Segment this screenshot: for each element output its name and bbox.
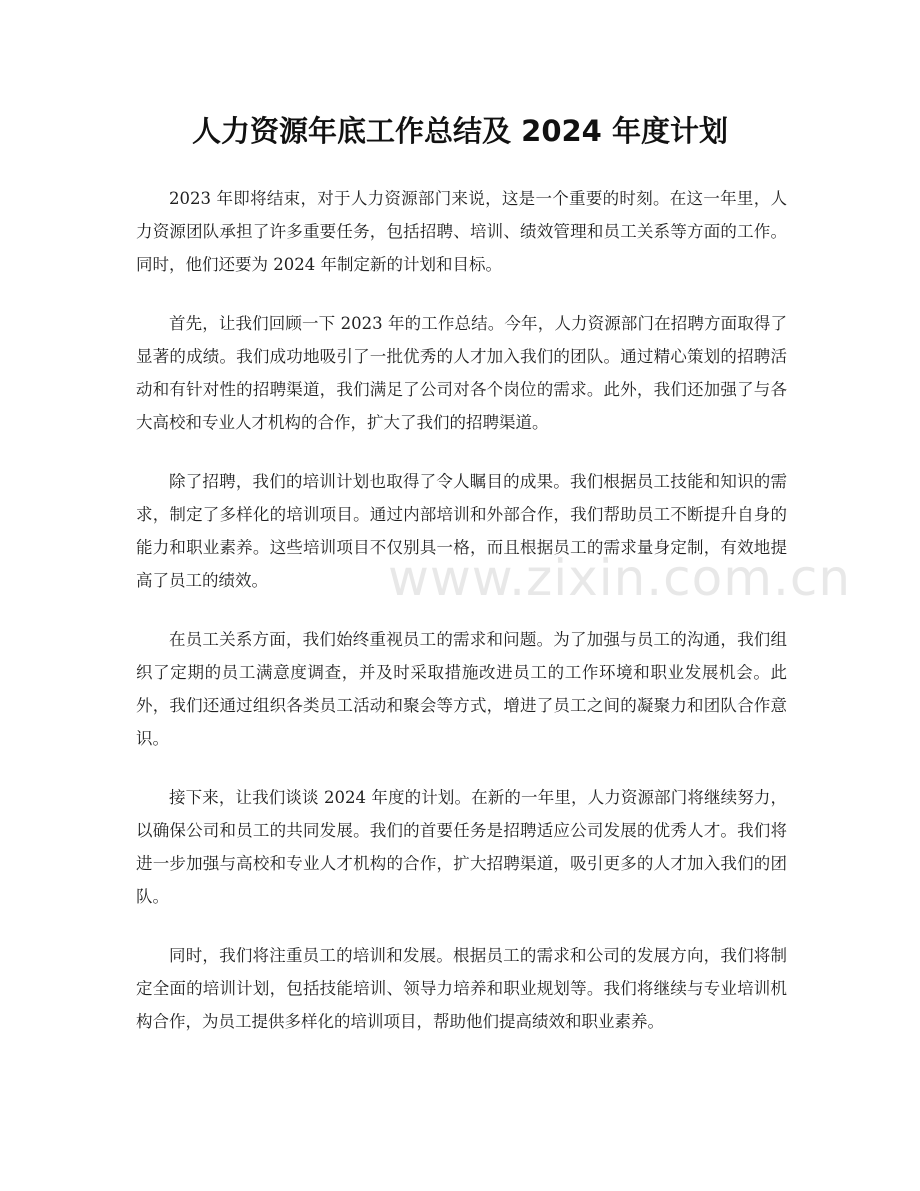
paragraph-intro: 2023 年即将结束，对于人力资源部门来说，这是一个重要的时刻。在这一年里，人力资源团队承担了许多重要任务，包括招聘、培训、绩效管理和员工关系等方面的工作。同时，他们还要为 2024 年制定新的计划和目标。 [136,189,787,274]
document-body [136,182,787,1064]
paragraph-recruitment: 首先，让我们回顾一下 2023 年的工作总结。今年，人力资源部门在招聘方面取得了显著的成绩。我们成功地吸引了一批优秀的人才加入我们的团队。通过精心策划的招聘活动和有针对性的招聘渠道，我们满足了公司对各个岗位的需求。此外，我们还加强了与各大高校和专业人才机构的合作，扩大了我们的招聘渠道。 [136,314,787,432]
paragraph-2024-plan: 接下来，让我们谈谈 2024 年度的计划。在新的一年里，人力资源部门将继续努力，以确保公司和员工的共同发展。我们的首要任务是招聘适应公司发展的优秀人才。我们将进一步加强与高校和专业人才机构的合作，扩大招聘渠道，吸引更多的人才加入我们的团队。 [136,788,787,906]
watermark-text: www.zixin.com.cn [388,549,852,607]
paragraph-development: 同时，我们将注重员工的培训和发展。根据员工的需求和公司的发展方向，我们将制定全面的培训计划，包括技能培训、领导力培养和职业规划等。我们将继续与专业培训机构合作，为员工提供多样化的培训项目，帮助他们提高绩效和职业素养。 [136,946,787,1031]
paragraph-employee-relations: 在员工关系方面，我们始终重视员工的需求和问题。为了加强与员工的沟通，我们组织了定期的员工满意度调查，并及时采取措施改进员工的工作环境和职业发展机会。此外，我们还通过组织各类员工活动和聚会等方式，增进了员工之间的凝聚力和团队合作意识。 [136,630,787,748]
paragraph-training: 除了招聘，我们的培训计划也取得了令人瞩目的成果。我们根据员工技能和知识的需求，制定了多样化的培训项目。通过内部培训和外部合作，我们帮助员工不断提升自身的能力和职业素养。这些培训项目不仅别具一格，而且根据员工的需求量身定制，有效地提高了员工的绩效。 [136,472,787,590]
document-title: 人力资源年底工作总结及 2024 年度计划 [192,114,728,148]
